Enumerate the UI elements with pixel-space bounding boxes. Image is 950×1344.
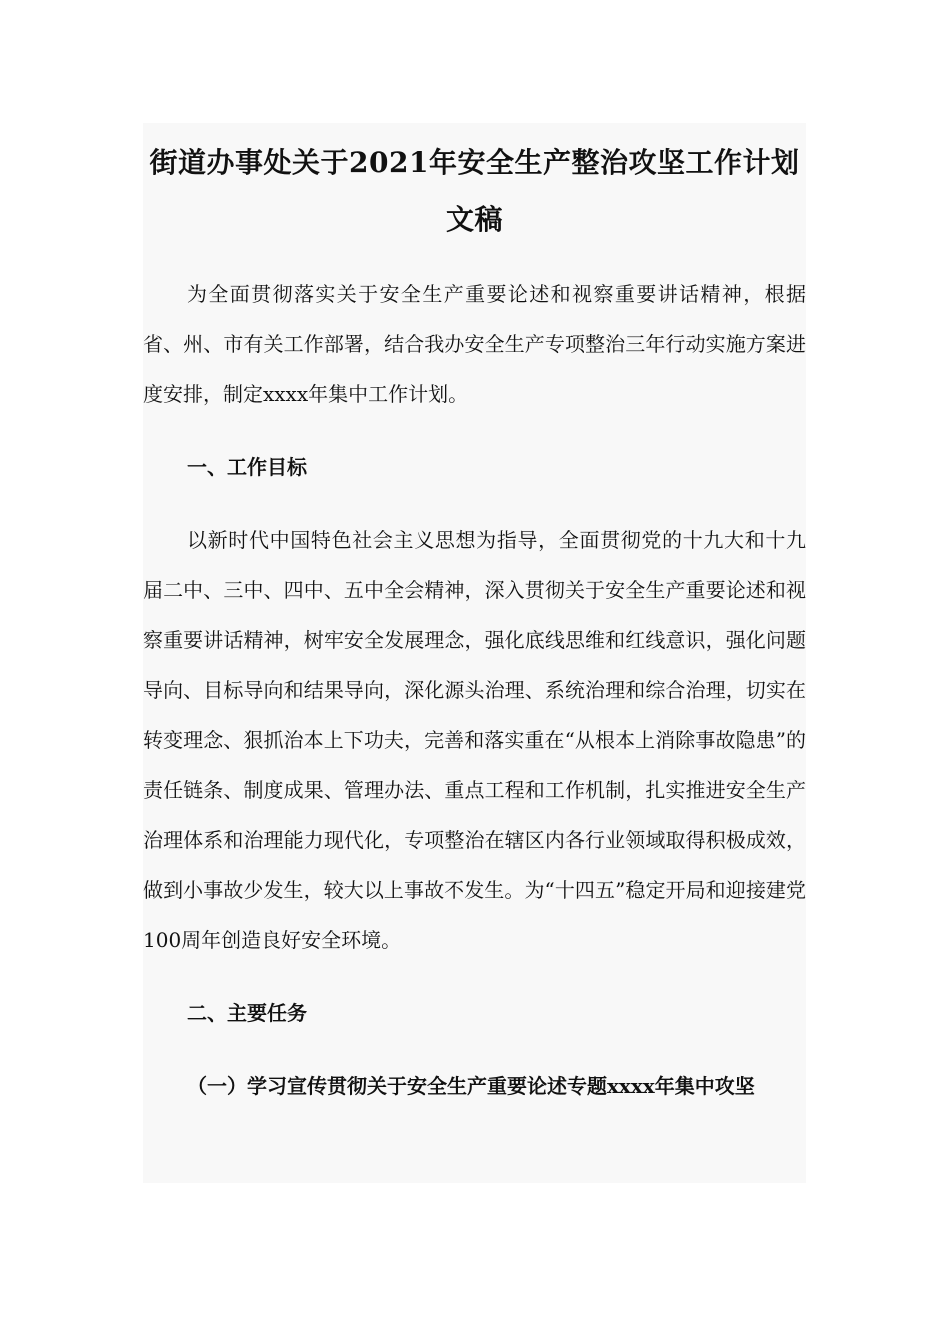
document-content [143,123,806,1111]
goals-paragraph: 以新时代中国特色社会主义思想为指导，全面贯彻党的十九大和十九届二中、三中、四中、五中全会精神，深入贯彻关于安全生产重要论述和视察重要讲话精神，树牢安全发展理念，强化底线思维和红线意识，强化问题导向、目标导向和结果导向，深化源头治理、系统治理和综合治理，切实在转变理念、狠抓治本上下功夫，完善和落实重在“从根本上消除事故隐患”的责任链条、制度成果、管理办法、重点工程和工作机制，扎实推进安全生产治理体系和治理能力现代化，专项整治在辖区内各行业领域取得积极成效，做到小事故少发生，较大以上事故不发生。为“十四五”稳定开局和迎接建党100周年创造良好安全环境。 [143,528,806,952]
document-page [143,123,806,1183]
subsection-heading-1: （一）学习宣传贯彻关于安全生产重要论述专题xxxx年集中攻坚 [187,1074,755,1098]
section-heading-tasks: 二、主要任务 [187,1001,307,1025]
intro-paragraph: 为全面贯彻落实关于安全生产重要论述和视察重要讲话精神，根据省、州、市有关工作部署，结合我办安全生产专项整治三年行动实施方案进度安排，制定xxxx年集中工作计划。 [143,282,806,406]
document-title: 街道办事处关于2021年安全生产整治攻坚工作计划文稿 [149,146,800,236]
section-heading-goals: 一、工作目标 [187,455,307,479]
